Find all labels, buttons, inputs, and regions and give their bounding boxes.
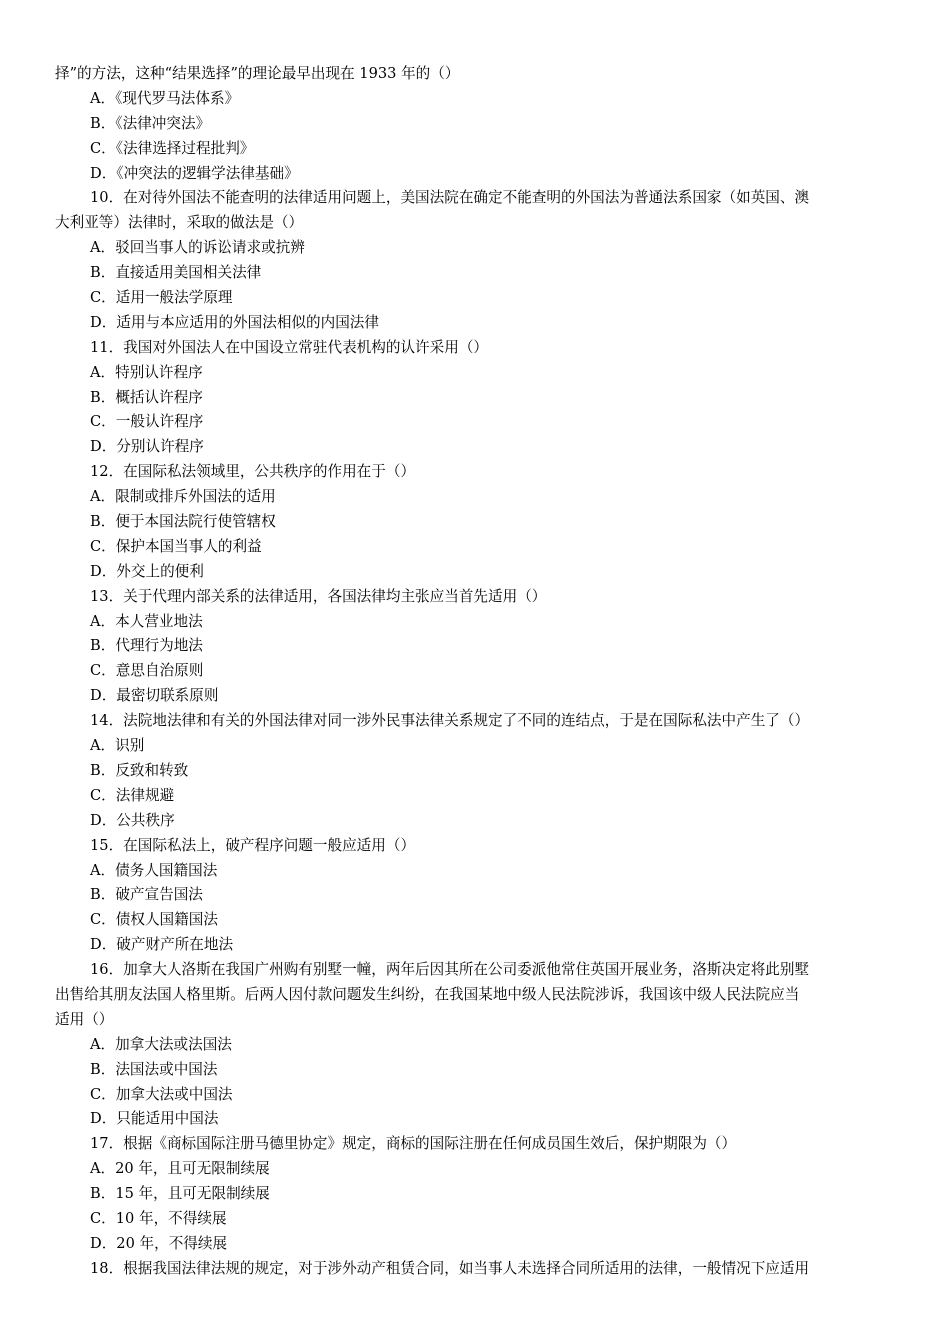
text-line: A．识别 (90, 737, 145, 755)
text-line: A．加拿大法或法国法 (90, 1035, 232, 1053)
text-line: D．20 年，不得续展 (90, 1234, 228, 1252)
document-page (0, 62, 950, 1282)
text-line: A．20 年，且可无限制续展 (90, 1160, 270, 1178)
text-line: A．驳回当事人的诉讼请求或抗辨 (90, 239, 305, 257)
text-line: C．适用一般法学原理 (90, 289, 233, 307)
text-line: 16．加拿大人洛斯在我国广州购有别墅一幢，两年后因其所在公司委派他常住英国开展业务，洛斯决定将此别墅 (90, 961, 810, 979)
text-line: 适用（） (55, 1010, 114, 1028)
text-line: 出售给其朋友法国人格里斯。后两人因付款问题发生纠纷，在我国某地中级人民法院涉诉，我国该中级人民法院应当 (55, 985, 800, 1003)
text-line: B．破产宣告国法 (90, 886, 203, 904)
text-line: C．10 年，不得续展 (90, 1209, 227, 1227)
text-line: C．加拿大法或中国法 (90, 1085, 233, 1103)
text-line: D．破产财产所在地法 (90, 936, 234, 954)
text-line: C．《法律选择过程批判》 (90, 139, 255, 157)
text-line: 17．根据《商标国际注册马德里协定》规定，商标的国际注册在任何成员国生效后，保护期限为（） (90, 1135, 737, 1153)
text-line: B．概括认许程序 (90, 388, 203, 406)
text-line: D．只能适用中国法 (90, 1110, 219, 1128)
text-line: A．本人营业地法 (90, 612, 203, 630)
text-line: 18．根据我国法律法规的规定，对于涉外动产租赁合同，如当事人未选择合同所适用的法律，一般情况下应适用 (90, 1259, 810, 1277)
text-line: D．公共秩序 (90, 811, 175, 829)
text-line: A．特别认许程序 (90, 363, 203, 381)
text-line: D．最密切联系原则 (90, 687, 219, 705)
text-line: D．适用与本应适用的外国法相似的内国法律 (90, 313, 379, 331)
text-line: C．债权人国籍国法 (90, 911, 218, 929)
text-line: 10．在对待外国法不能查明的法律适用问题上，美国法院在确定不能查明的外国法为普通法系国家（如英国、澳 (90, 189, 810, 207)
text-line: D．分别认许程序 (90, 438, 204, 456)
text-line: B．直接适用美国相关法律 (90, 264, 262, 282)
text-line: 14．法院地法律和有关的外国法律对同一涉外民事法律关系规定了不同的连结点，于是在国际私法中产生了（） (90, 712, 810, 730)
text-line: 大利亚等）法律时，采取的做法是（） (55, 214, 304, 232)
text-line: B．法国法或中国法 (90, 1060, 218, 1078)
text-line: A．限制或排斥外国法的适用 (90, 488, 276, 506)
text-line: D．《冲突法的逻辑学法律基础》 (90, 164, 299, 182)
text-line: 13．关于代理内部关系的法律适用，各国法律均主张应当首先适用（） (90, 587, 547, 605)
text-line: B．15 年，且可无限制续展 (90, 1185, 270, 1203)
text-line: B．代理行为地法 (90, 637, 203, 655)
text-line: C．保护本国当事人的利益 (90, 537, 262, 555)
text-line: 15．在国际私法上，破产程序问题一般应适用（） (90, 836, 416, 854)
text-line: B．反致和转致 (90, 761, 189, 779)
text-line: A．债务人国籍国法 (90, 861, 218, 879)
text-line: A．《现代罗马法体系》 (90, 89, 240, 107)
text-line: C．意思自治原则 (90, 662, 204, 680)
text-line: B．《法律冲突法》 (90, 114, 211, 132)
text-line: C．法律规避 (90, 786, 175, 804)
text-line: 12．在国际私法领域里，公共秩序的作用在于（） (90, 463, 416, 481)
text-line: D．外交上的便利 (90, 562, 204, 580)
text-line: 11．我国对外国法人在中国设立常驻代表机构的认许采用（） (90, 338, 489, 356)
text-line: 择”的方法，这种“结果选择”的理论最早出现在 1933 年的（） (55, 65, 460, 82)
text-line: C．一般认许程序 (90, 413, 204, 431)
text-line: B．便于本国法院行使管辖权 (90, 513, 276, 531)
